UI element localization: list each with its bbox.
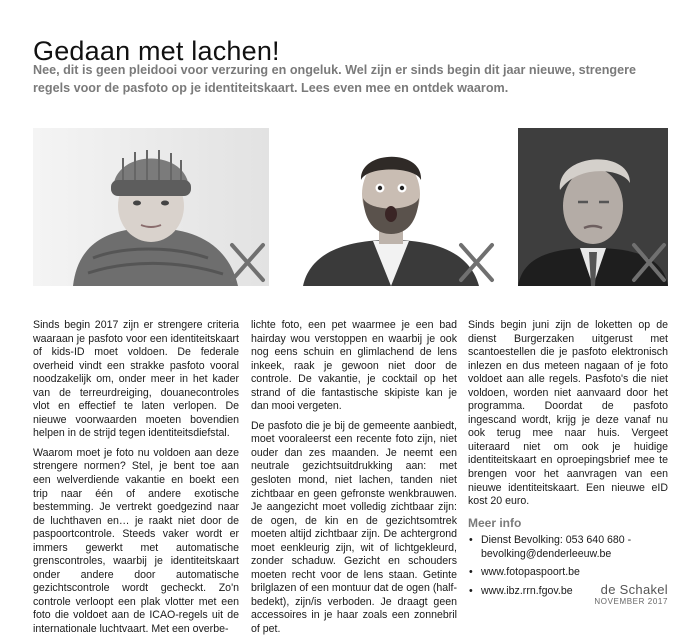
photo-surprised-man <box>285 128 497 286</box>
publication-name: de Schakel <box>600 582 668 597</box>
meer-info-link-fotopaspoort[interactable]: • www.fotopaspoort.be <box>468 566 668 580</box>
paragraph: lichte foto, een pet waarmee je een bad hairday wou verstoppen en waarbij je ook nog eens schuin en glimlachend de lens inkeek, raak je gewoon niet door de controle. De vakantie, je cocktail op het strand of die fantastische skipiste kan je dan mooi vergeten. <box>251 319 457 413</box>
meer-info-heading: Meer info <box>468 515 522 530</box>
meer-info-contact[interactable]: • Dienst Bevolking: 053 640 680 - bevolking@denderleeuw.be <box>468 534 668 561</box>
paragraph: Sinds begin 2017 zijn er strengere criteria waaraan je pasfoto voor een identiteitskaart of kids-ID moet voldoen. De federale overheid vindt een strakke pasfoto vooral noodzakelijk om, onder meer in het kader van de terreurdreiging, douanecontroles vlot en effectief te laten verlopen. De nieuwe voorwaarden moeten bovendien helpen in de strijd tegen identiteitsdiefstal. <box>33 319 239 440</box>
photo-winter-hat <box>33 128 269 286</box>
article-column-3 <box>468 319 668 603</box>
photo-man-in-suit <box>518 128 668 286</box>
publication-logo <box>594 582 668 606</box>
paragraph: De pasfoto die je bij de gemeente aanbiedt, moet vooraleerst een recente foto zijn, niet ouder dan zes maanden. Je neemt een neutrale gezichtsuitdrukking aan: met gesloten mond, niet lachen, tanden niet zichtbaar en geen gefronste wenkbrauwen. Je aangezicht moet volledig zichtbaar zijn: de ogen, de kin en de gezichtsomtrek moeten altijd zichtbaar zijn. De achtergrond moet eenkleurig zijn, wit of lichtgekleurd, zonder schaduw. Gezicht en schouders moeten recht voor de lens staan. Getinte brilglazen of een montuur dat de ogen (half- bedekt), zijn/is verboden. Je draagt geen accessoires in je haar zoals een zonnebril of pet. <box>251 419 457 636</box>
article-column-2 <box>251 319 457 643</box>
paragraph: Waarom moet je foto nu voldoen aan deze strengere normen? Stel, je bent toe aan een welverdiende vakantie en boekt een trip naar één of andere exotische bestemming. Je vertrekt goedgezind naar de luchthaven en… je raakt niet door de paspoortcontrole. Steeds vaker wordt er immers gewerkt met automatische grenscontroles, waarbij je identiteitskaart onder andere door automatische gezichtscontrole wordt gecheckt. Zo'n controle verloopt een plak vlotter met een foto die voldoet aan de ICAO-regels uit de internationale luchtvaart. Met een overbe- <box>33 446 239 636</box>
paragraph: Sinds begin juni zijn de loketten op de dienst Burgerzaken uitgerust met scantoestellen die je pasfoto elektronisch inlezen en dus meteen nagaan of je foto voldoet aan alle regels. Pasfoto's die niet voldoen, worden niet aanvaard door het programma. Doordat de pasfoto ingescand wordt, krijg je deze vanaf nu ook terug mee naar huis. Vergeet uiteraard niet om ook je huidige identiteitskaart en oproepingsbrief mee te brengen voor het aanvragen van een nieuwe identiteitskaart. Een nieuwe eID kost 20 euro. <box>468 319 668 508</box>
article-intro: Nee, dit is geen pleidooi voor verzuring en ongeluk. Wel zijn er sinds begin dit jaar nieuwe, strengere regels voor de pasfoto op je identiteitskaart. Lees even mee en ontdek waarom. <box>33 63 636 95</box>
article-column-1 <box>33 319 239 643</box>
publication-date: NOVEMBER 2017 <box>594 597 668 606</box>
meer-info-link-ibz[interactable]: • www.ibz.rrn.fgov.be <box>468 585 668 599</box>
article-title: Gedaan met lachen! <box>33 36 280 67</box>
